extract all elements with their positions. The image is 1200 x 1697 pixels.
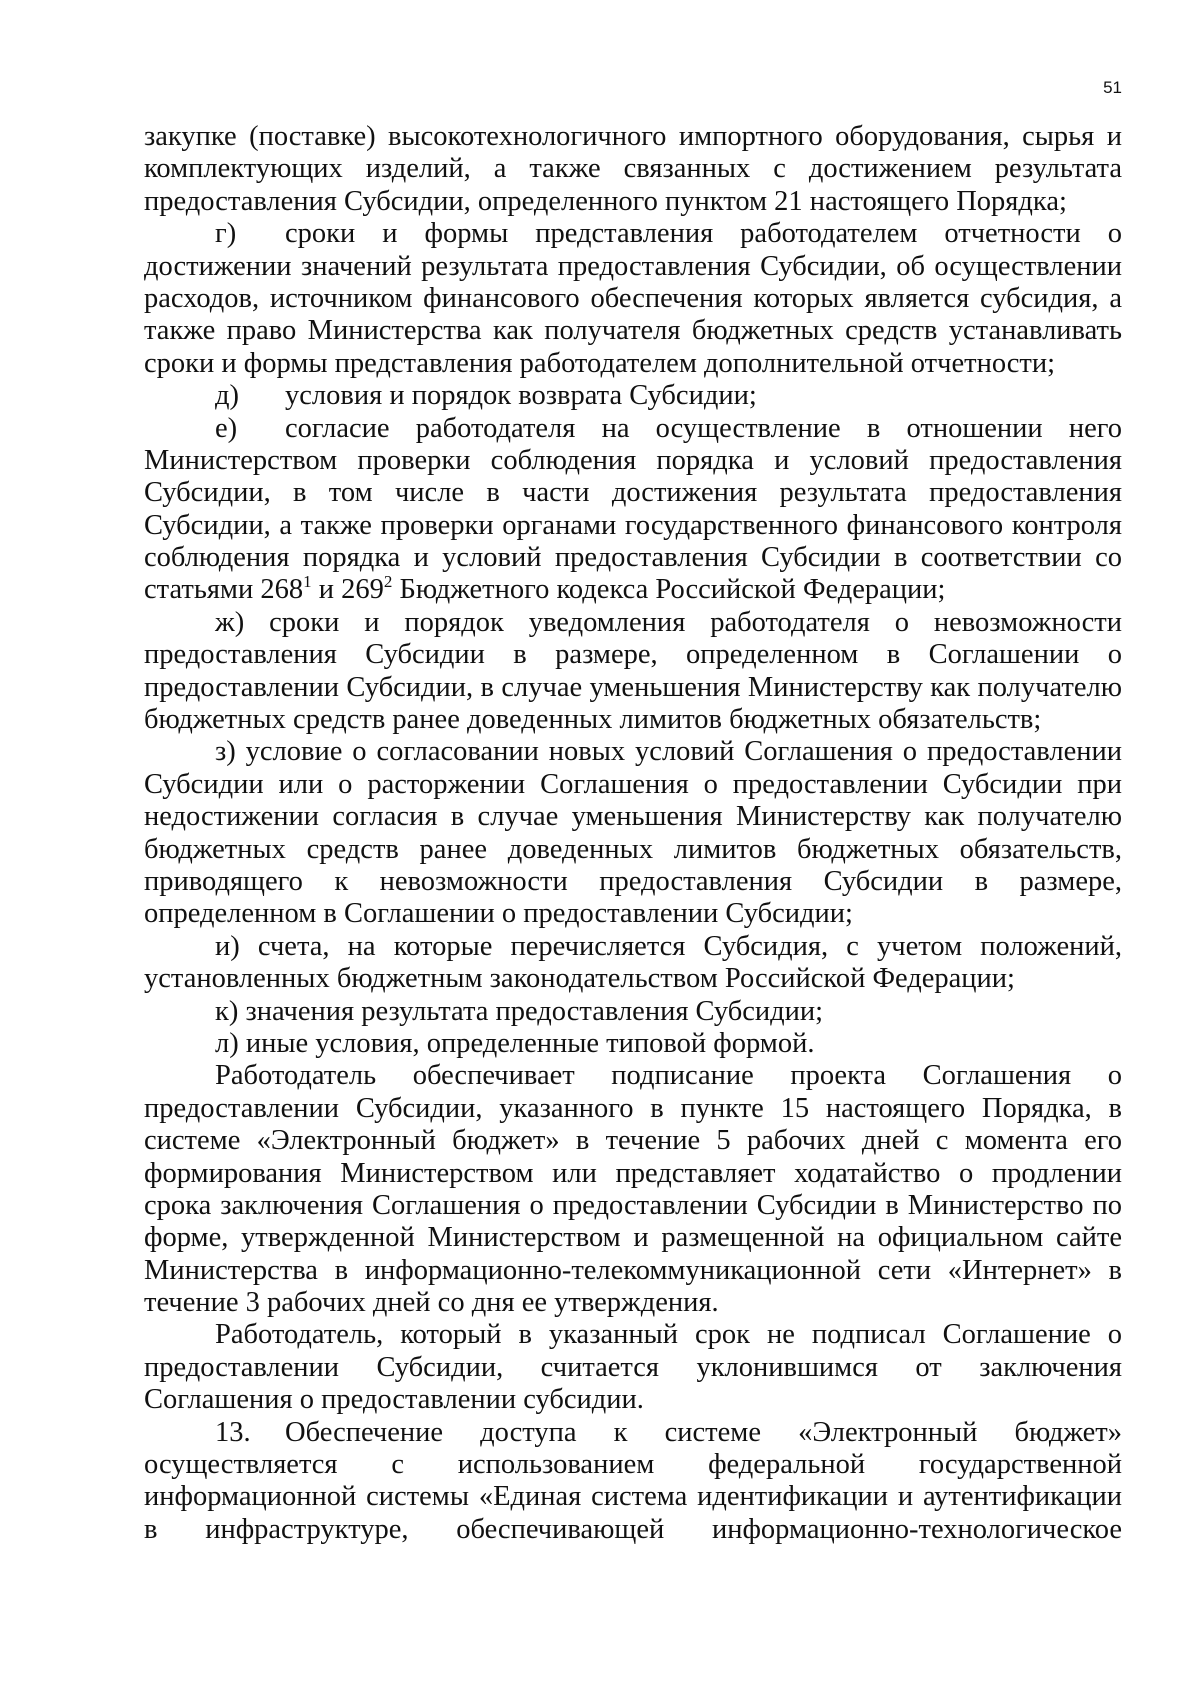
paragraph-number: 13. bbox=[215, 1416, 251, 1448]
text-line: установленных бюджетным законодательством Российской Федерации; bbox=[144, 963, 1015, 995]
text-line: в инфраструктуре, обеспечивающей информационно-технологическое bbox=[144, 1513, 1122, 1545]
list-item-g bbox=[144, 218, 1122, 250]
text-line: комплектующих изделий, а также связанных с достижением результата bbox=[144, 153, 1122, 185]
list-item-e bbox=[144, 413, 1122, 445]
numbered-paragraph-13 bbox=[144, 1417, 1122, 1449]
text-line: приводящего к невозможности предоставления Субсидии в размере, bbox=[144, 865, 1122, 897]
text-line: предоставлении Субсидии, указанного в пункте 15 настоящего Порядка, в bbox=[144, 1092, 1122, 1124]
text-line: осуществляется с использованием федеральной государственной bbox=[144, 1449, 1122, 1481]
text-line: также право Министерства как получателя бюджетных средств устанавливать bbox=[144, 315, 1122, 347]
text-fragment: и 269 bbox=[311, 574, 384, 606]
text-line-with-superscripts bbox=[144, 574, 1122, 606]
text-line: предоставлении Субсидии, в случае уменьшения Министерству как получателю bbox=[144, 671, 1122, 703]
text-line: расходов, источником финансового обеспечения которых является субсидия, а bbox=[144, 282, 1122, 314]
document-body bbox=[144, 121, 1122, 1546]
text-line: бюджетных средств ранее доведенных лимитов бюджетных обязательств, bbox=[144, 833, 1122, 865]
text-line: достижении значений результата предоставления Субсидии, об осуществлении bbox=[144, 250, 1122, 282]
text-line: закупке (поставке) высокотехнологичного импортного оборудования, сырья и bbox=[144, 121, 1122, 152]
text-line: Обеспечение доступа к системе «Электронный бюджет» bbox=[285, 1416, 1122, 1448]
list-item-i: и) счета, на которые перечисляется Субсидия, с учетом положений, bbox=[215, 930, 1122, 962]
text-line: срока заключения Соглашения о предоставлении Субсидии в Министерство по bbox=[144, 1189, 1122, 1221]
text-fragment: статьями 268 bbox=[144, 574, 304, 606]
text-line: Субсидии или о расторжении Соглашения о предоставлении Субсидии при bbox=[144, 768, 1122, 800]
list-item-k: к) значения результата предоставления Субсидии; bbox=[215, 995, 824, 1027]
paragraph-start: Работодатель обеспечивает подписание проекта Соглашения о bbox=[215, 1060, 1122, 1092]
text-line: форме, утвержденной Министерством и размещенной на официальном сайте bbox=[144, 1222, 1122, 1254]
text-line: Субсидии, в том числе в части достижения результата предоставления bbox=[144, 477, 1122, 509]
list-item-zh: ж) сроки и порядок уведомления работодателя о невозможности bbox=[215, 606, 1122, 638]
text-line: предоставления Субсидии, определенного пунктом 21 настоящего Порядка; bbox=[144, 185, 1067, 217]
text-line: системе «Электронный бюджет» в течение 5 рабочих дней с момента его bbox=[144, 1125, 1122, 1157]
text-line: Министерства в информационно-телекоммуникационной сети «Интернет» в bbox=[144, 1254, 1122, 1286]
text-line: формирования Министерством или представляет ходатайство о продлении bbox=[144, 1157, 1122, 1189]
page-number: 51 bbox=[1103, 78, 1122, 97]
text-line: определенном в Соглашении о предоставлении Субсидии; bbox=[144, 898, 853, 930]
list-item-z: з) условие о согласовании новых условий Соглашения о предоставлении bbox=[215, 736, 1122, 768]
text-line: информационной системы «Единая система идентификации и аутентификации bbox=[144, 1481, 1122, 1513]
list-label: д) bbox=[215, 380, 239, 412]
text-line: Соглашения о предоставлении субсидии. bbox=[144, 1384, 644, 1416]
text-line: бюджетных средств ранее доведенных лимитов бюджетных обязательств; bbox=[144, 704, 1042, 736]
superscript: 2 bbox=[383, 572, 393, 592]
list-item-l: л) иные условия, определенные типовой формой. bbox=[215, 1027, 815, 1059]
text-line: предоставления Субсидии в размере, определенном в Соглашении о bbox=[144, 639, 1122, 671]
list-item-d bbox=[144, 380, 1122, 412]
text-fragment: Бюджетного кодекса Российской Федерации; bbox=[392, 574, 946, 606]
text-line: соблюдения порядка и условий предоставления Субсидии в соответствии со bbox=[144, 542, 1122, 574]
text-line: предоставлении Субсидии, считается уклонившимся от заключения bbox=[144, 1351, 1122, 1383]
text-line: сроки и формы представления работодателем дополнительной отчетности; bbox=[144, 347, 1056, 379]
paragraph-start: Работодатель, который в указанный срок не подписал Соглашение о bbox=[215, 1319, 1122, 1351]
text-line: согласие работодателя на осуществление в отношении него bbox=[285, 412, 1122, 444]
text-line: сроки и формы представления работодателем отчетности о bbox=[285, 218, 1122, 250]
text-line: условия и порядок возврата Субсидии; bbox=[285, 380, 757, 412]
text-line: недостижении согласия в случае уменьшения Министерству как получателю bbox=[144, 801, 1122, 833]
list-label: г) bbox=[215, 218, 237, 250]
text-line: Субсидии, а также проверки органами государственного финансового контроля bbox=[144, 509, 1122, 541]
text-line: Министерством проверки соблюдения порядка и условий предоставления bbox=[144, 444, 1122, 476]
list-label: е) bbox=[215, 412, 238, 444]
text-line: течение 3 рабочих дней со дня ее утверждения. bbox=[144, 1287, 719, 1319]
superscript: 1 bbox=[303, 572, 312, 592]
